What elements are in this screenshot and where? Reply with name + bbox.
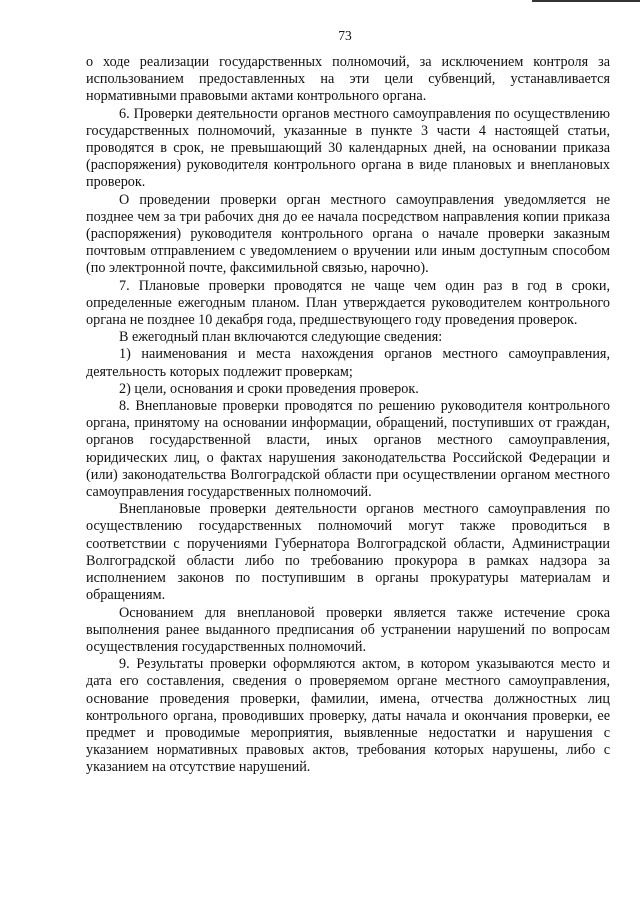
document-body: [86, 54, 610, 777]
paragraph-item-9: 9. Результаты проверки оформляются актом, в котором указываются место и дата его составления, сведения о проверяемом органе местного самоуправления, основание проведения проверки, фамилии, имена, отчества должностных лиц контрольного органа, проводивших проверку, даты начала и окончания проверки, ее предмет и проводимые мероприятия, выявленные недостатки и нарушения с указанием нормативных правовых актов, требования которых нарушены, либо с указанием на отсутствие нарушений.: [86, 656, 610, 776]
paragraph-item-6: 6. Проверки деятельности органов местного самоуправления по осуществлению государственных полномочий, указанные в пункте 3 части 4 настоящей статьи, проводятся в срок, не превышающий 30 календарных дней, на основании приказа (распоряжения) руководителя контрольного органа в виде плановых и внеплановых проверок.: [86, 105, 610, 191]
paragraph-continuation: о ходе реализации государственных полномочий, за исключением контроля за использованием предоставленных на эти цели субвенций, устанавливается нормативными правовыми актами контрольного органа.: [86, 54, 610, 105]
paragraph-plan-intro: В ежегодный план включаются следующие сведения:: [119, 329, 443, 346]
paragraph-plan-point-1: 1) наименования и места нахождения органов местного самоуправления, деятельность которых подлежит проверкам;: [86, 346, 610, 380]
paragraph-unscheduled-checks: Внеплановые проверки деятельности органов местного самоуправления по осуществлению государственных полномочий могут также проводиться в соответствии с поручениями Губернатора Волгоградской области, Администрации Волгоградской области либо по требованию прокурора в рамках надзора за исполнением законов по поступившим в органы прокуратуры материалам и обращениям.: [86, 501, 610, 604]
paragraph-item-7: 7. Плановые проверки проводятся не чаще чем один раз в год в сроки, определенные ежегодным планом. План утверждается руководителем контрольного органа не позднее 10 декабря года, предшествующего году проведения проверок.: [86, 277, 610, 329]
paragraph-plan-point-2: 2) цели, основания и сроки проведения проверок.: [119, 380, 419, 397]
paragraph-basis: Основанием для внеплановой проверки является также истечение срока выполнения ранее выданного предписания об устранении нарушений по вопросам осуществления государственных полномочий.: [86, 604, 610, 655]
paragraph-notification: О проведении проверки орган местного самоуправления уведомляется не позднее чем за три рабочих дня до ее начала посредством направления копии приказа (распоряжения) руководителя контрольного органа о начале проверки заказным почтовым отправлением с уведомлением о вручении или иным доступным способом (по электронной почте, факсимильной связью, нарочно).: [86, 191, 610, 277]
page-number: 73: [338, 28, 352, 43]
top-edge-rule: [532, 0, 640, 2]
paragraph-item-8: 8. Внеплановые проверки проводятся по решению руководителя контрольного органа, принятому на основании информации, обращений, поступивших от граждан, органов государственной власти, иных органов местного самоуправления, юридических лиц, о фактах нарушения законодательства Российской Федерации и (или) законодательства Волгоградской области при осуществлении органом местного самоуправления государственных полномочий.: [86, 398, 610, 501]
